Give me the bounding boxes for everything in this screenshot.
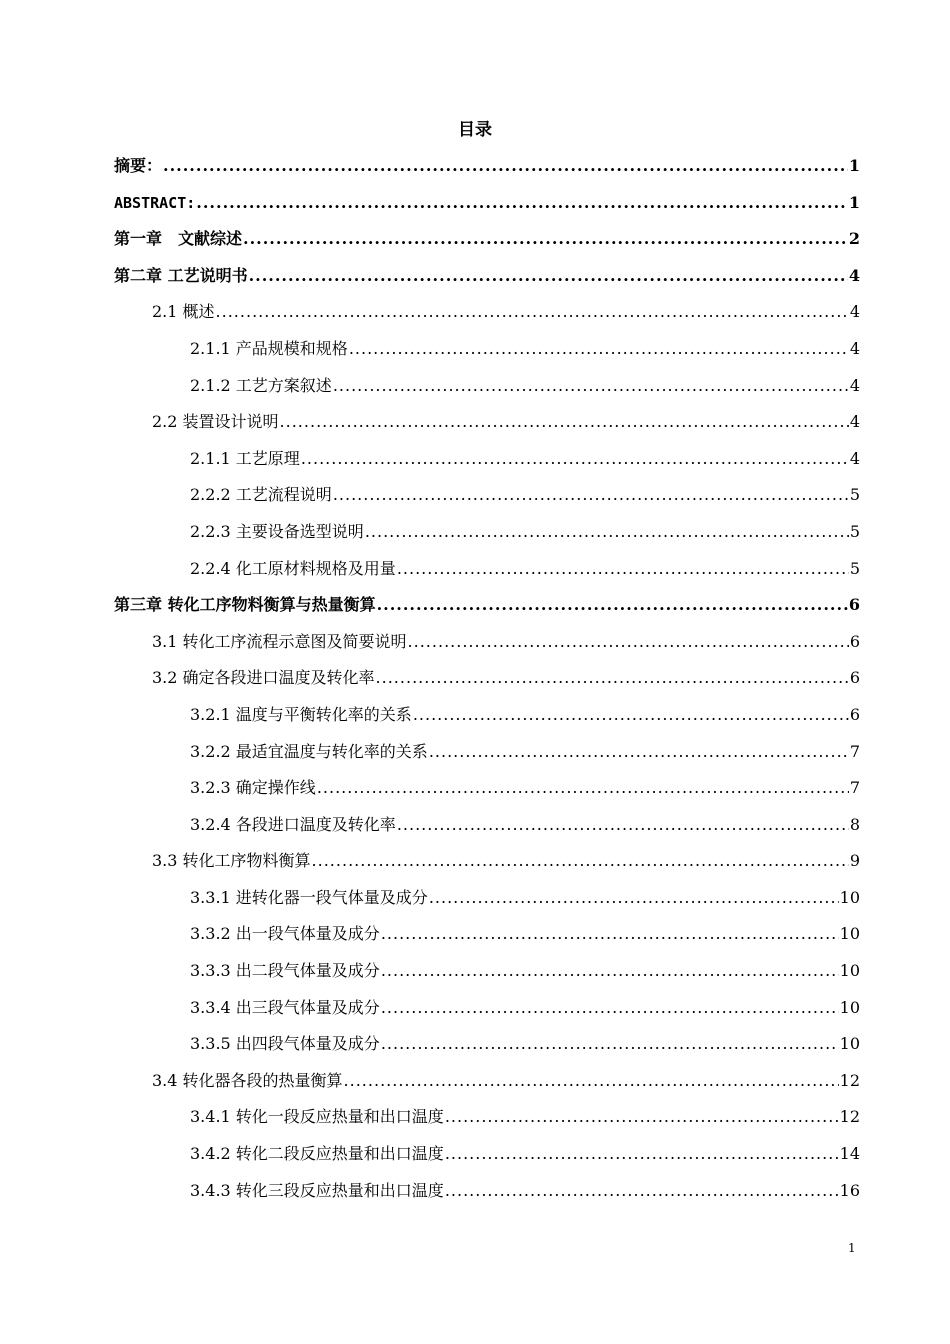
toc-entry-page-number: 6	[848, 595, 860, 615]
toc-leader-dots	[445, 1179, 839, 1203]
toc-leader-dots	[317, 776, 849, 800]
toc-leader-dots	[429, 886, 839, 910]
toc-entry-label: 3.2.2 最适宜温度与转化率的关系	[190, 741, 428, 761]
toc-leader-dots	[381, 959, 839, 983]
toc-entry-page-number: 8	[849, 814, 860, 834]
toc-leader-dots	[312, 849, 849, 873]
toc-leader-dots	[349, 337, 849, 361]
toc-leader-dots	[365, 520, 849, 544]
toc-leader-dots	[333, 374, 849, 398]
toc-entry-page-number: 16	[839, 1180, 860, 1200]
toc-entry[interactable]	[114, 191, 860, 228]
toc-entry-page-number: 12	[839, 1070, 860, 1090]
toc-entry-page-number: 4	[849, 448, 860, 468]
toc-entry-label: 2.1.1 产品规模和规格	[190, 338, 348, 358]
toc-leader-dots	[163, 154, 848, 178]
toc-entry-label: 3.4.2 转化二段反应热量和出口温度	[190, 1144, 444, 1164]
toc-entry[interactable]	[114, 410, 860, 447]
toc-entry[interactable]	[114, 1069, 860, 1106]
toc-entry[interactable]	[114, 300, 860, 337]
toc-entry-label: 3.3.3 出二段气体量及成分	[190, 961, 380, 981]
toc-entry-label: 3.4.1 转化一段反应热量和出口温度	[190, 1107, 444, 1127]
toc-entry[interactable]	[114, 959, 860, 996]
toc-entry-label: 3.3.4 出三段气体量及成分	[190, 997, 380, 1017]
toc-entry-label: 第三章 转化工序物料衡算与热量衡算	[114, 595, 376, 615]
toc-entry-page-number: 12	[839, 1107, 860, 1127]
toc-entry-label: 3.3.1 进转化器一段气体量及成分	[190, 887, 428, 907]
toc-entry[interactable]	[114, 849, 860, 886]
toc-entry[interactable]	[114, 1105, 860, 1142]
toc-entry-page-number: 6	[849, 668, 860, 688]
toc-entry[interactable]	[114, 666, 860, 703]
toc-entry-label: 2.2.2 工艺流程说明	[190, 485, 332, 505]
toc-entry-page-number: 4	[849, 338, 860, 358]
toc-entry[interactable]	[114, 557, 860, 594]
toc-leader-dots	[280, 410, 849, 434]
toc-entry[interactable]	[114, 1179, 860, 1216]
toc-entry-label: 3.1 转化工序流程示意图及简要说明	[152, 631, 407, 651]
table-of-contents	[114, 154, 860, 1215]
toc-entry-page-number: 4	[849, 302, 860, 322]
toc-entry[interactable]	[114, 374, 860, 411]
footer-page-number: 1	[848, 1241, 856, 1255]
toc-entry-label: 3.4 转化器各段的热量衡算	[152, 1070, 343, 1090]
toc-entry-page-number: 7	[849, 778, 860, 798]
toc-leader-dots	[445, 1142, 839, 1166]
toc-entry-label: 第一章 文献综述	[114, 229, 243, 249]
toc-entry-label: 3.2.3 确定操作线	[190, 778, 316, 798]
toc-entry-page-number: 7	[849, 741, 860, 761]
toc-entry-label: 摘要：	[114, 156, 163, 175]
toc-entry-page-number: 10	[839, 961, 860, 981]
toc-entry-page-number: 4	[848, 265, 860, 285]
toc-entry[interactable]	[114, 227, 860, 264]
toc-entry-label: 3.2 确定各段进口温度及转化率	[152, 668, 375, 688]
page-title: 目录	[458, 120, 492, 140]
toc-entry[interactable]	[114, 520, 860, 557]
toc-entry[interactable]	[114, 703, 860, 740]
toc-leader-dots	[377, 593, 848, 617]
toc-entry-label: 第二章 工艺说明书	[114, 265, 248, 285]
toc-entry-page-number: 10	[839, 997, 860, 1017]
toc-leader-dots	[249, 264, 848, 288]
toc-leader-dots	[344, 1069, 839, 1093]
toc-leader-dots	[413, 703, 849, 727]
toc-entry-label: ABSTRACT:	[114, 193, 196, 212]
toc-entry[interactable]	[114, 154, 860, 191]
toc-entry[interactable]	[114, 922, 860, 959]
toc-entry-page-number: 14	[839, 1144, 860, 1164]
toc-entry-page-number: 6	[849, 704, 860, 724]
toc-entry[interactable]	[114, 593, 860, 630]
toc-entry-label: 2.2.3 主要设备选型说明	[190, 521, 364, 541]
toc-leader-dots	[381, 1032, 839, 1056]
toc-leader-dots	[243, 227, 848, 251]
toc-entry[interactable]	[114, 1032, 860, 1069]
toc-entry-page-number: 4	[849, 375, 860, 395]
toc-entry[interactable]	[114, 447, 860, 484]
toc-entry[interactable]	[114, 740, 860, 777]
toc-leader-dots	[429, 740, 849, 764]
toc-entry-page-number: 4	[849, 412, 860, 432]
toc-entry-label: 2.2.4 化工原材料规格及用量	[190, 558, 396, 578]
toc-leader-dots	[408, 630, 849, 654]
toc-leader-dots	[301, 447, 849, 471]
toc-entry-label: 3.2.4 各段进口温度及转化率	[190, 814, 396, 834]
toc-entry-label: 3.3 转化工序物料衡算	[152, 851, 311, 871]
toc-leader-dots	[196, 191, 848, 215]
toc-entry-label: 2.2 装置设计说明	[152, 412, 279, 432]
toc-entry[interactable]	[114, 813, 860, 850]
toc-entry-page-number: 10	[839, 887, 860, 907]
toc-entry-page-number: 1	[848, 192, 860, 212]
toc-entry[interactable]	[114, 1142, 860, 1179]
toc-leader-dots	[376, 666, 849, 690]
toc-entry-page-number: 10	[839, 1034, 860, 1054]
toc-leader-dots	[381, 922, 839, 946]
toc-entry-page-number: 5	[849, 485, 860, 505]
toc-entry[interactable]	[114, 886, 860, 923]
toc-entry[interactable]	[114, 630, 860, 667]
toc-leader-dots	[216, 300, 849, 324]
toc-leader-dots	[333, 483, 849, 507]
toc-entry-label: 2.1 概述	[152, 302, 215, 322]
toc-entry-page-number: 5	[849, 521, 860, 541]
toc-entry[interactable]	[114, 264, 860, 301]
toc-entry[interactable]	[114, 996, 860, 1033]
toc-entry[interactable]	[114, 483, 860, 520]
toc-entry-label: 3.4.3 转化三段反应热量和出口温度	[190, 1180, 444, 1200]
toc-entry-label: 2.1.1 工艺原理	[190, 448, 300, 468]
toc-leader-dots	[381, 996, 839, 1020]
toc-entry[interactable]	[114, 776, 860, 813]
toc-entry-page-number: 1	[848, 156, 860, 175]
toc-entry-page-number: 10	[839, 924, 860, 944]
toc-entry-page-number: 5	[849, 558, 860, 578]
toc-entry-page-number: 6	[849, 631, 860, 651]
toc-leader-dots	[397, 813, 849, 837]
toc-entry-page-number: 9	[849, 851, 860, 871]
toc-leader-dots	[445, 1105, 839, 1129]
toc-entry-label: 3.2.1 温度与平衡转化率的关系	[190, 704, 412, 724]
toc-entry-label: 2.1.2 工艺方案叙述	[190, 375, 332, 395]
toc-entry-label: 3.3.5 出四段气体量及成分	[190, 1034, 380, 1054]
toc-entry[interactable]	[114, 337, 860, 374]
toc-entry-label: 3.3.2 出一段气体量及成分	[190, 924, 380, 944]
toc-entry-page-number: 2	[848, 229, 860, 249]
toc-leader-dots	[397, 557, 849, 581]
